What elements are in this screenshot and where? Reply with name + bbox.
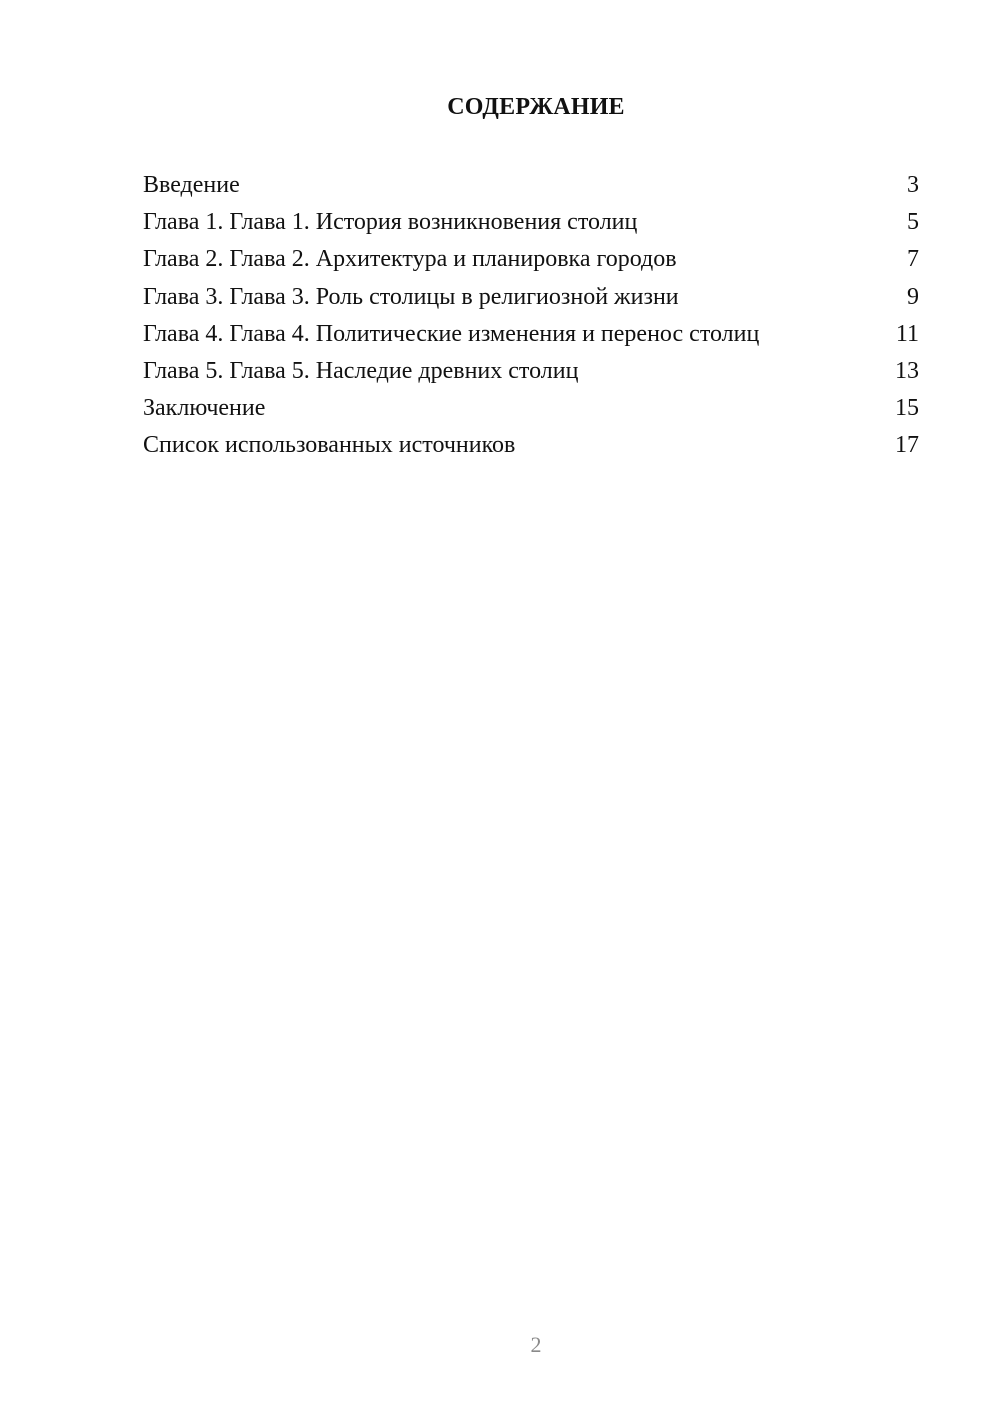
toc-item-label: Введение <box>143 172 240 198</box>
toc-item-chapter-2 <box>143 242 919 279</box>
toc-item-chapter-4 <box>143 317 919 354</box>
toc-item-page: 13 <box>895 357 919 384</box>
toc-item-page: 11 <box>895 320 919 347</box>
toc-item-page: 17 <box>895 432 919 459</box>
toc-item-page: 7 <box>907 246 919 273</box>
toc-item-page: 5 <box>907 209 919 236</box>
toc-item-label: Глава 1. Глава 1. История возникновения столиц <box>143 209 638 236</box>
page-number: 2 <box>530 1332 542 1357</box>
toc-item-conclusion <box>143 391 919 428</box>
toc-item-label: Заключение <box>143 395 266 422</box>
toc-item-page: 3 <box>907 172 919 198</box>
toc-item-page: 15 <box>895 395 919 422</box>
table-of-contents <box>143 168 919 466</box>
toc-item-chapter-1 <box>143 205 919 242</box>
toc-item-chapter-3 <box>143 280 919 317</box>
toc-item-label: Глава 2. Глава 2. Архитектура и планировка городов <box>143 246 677 273</box>
toc-item-references <box>143 428 919 465</box>
toc-title: СОДЕРЖАНИЕ <box>447 94 625 120</box>
toc-item-label: Глава 5. Глава 5. Наследие древних столиц <box>143 357 579 384</box>
toc-item-label: Список использованных источников <box>143 432 516 459</box>
toc-item-introduction <box>143 168 919 205</box>
toc-item-label: Глава 4. Глава 4. Политические изменения и перенос столиц <box>143 320 760 347</box>
toc-item-label: Глава 3. Глава 3. Роль столицы в религиозной жизни <box>143 283 679 310</box>
toc-item-chapter-5 <box>143 354 919 391</box>
toc-item-page: 9 <box>907 283 919 310</box>
